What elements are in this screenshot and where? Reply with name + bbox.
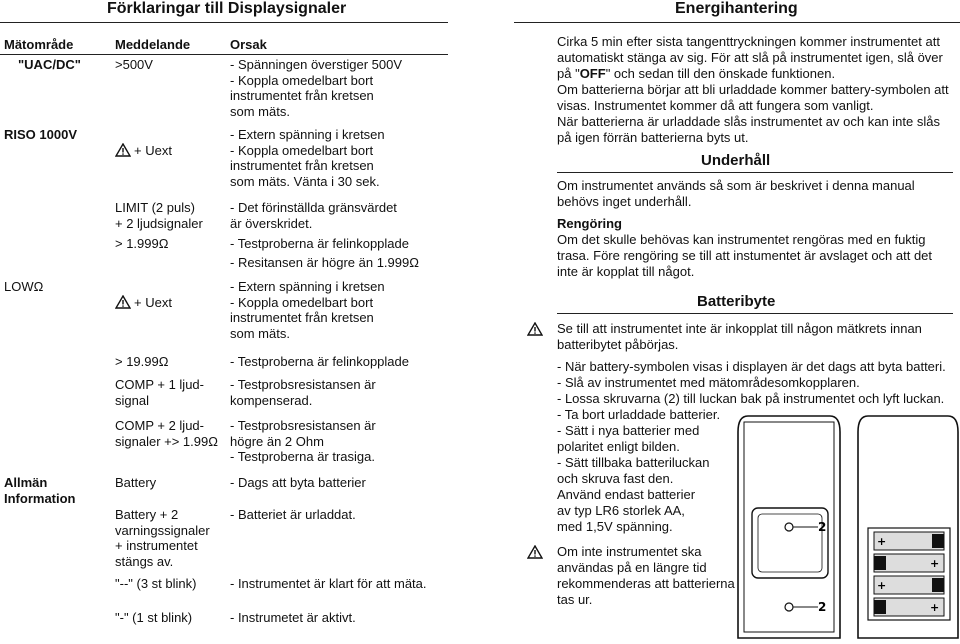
message-blink-1: "-" (1 st blink) [115,610,193,625]
battery-terminal [932,578,944,592]
col-header-message: Meddelande [115,37,191,52]
cause-active: - Instrumetet är aktivt. [230,610,356,625]
screw-top [785,523,793,531]
message-comp-2: COMP + 2 ljud- signaler +> 1.99Ω [115,418,218,449]
cause-over-500v: - Spänningen överstiger 500V - Koppla omedelbart bort instrumentet från kretsen som mäts. [230,57,403,119]
right-title-rule [514,22,960,23]
message-over-1999: > 1.999Ω [115,236,169,251]
off-label: OFF [579,66,606,81]
cause-probes-wrong-2: - Testproberna är felinkopplade [230,354,409,369]
maintenance-paragraph: Om instrumentet används så som är beskrivet i denna manual behövs inget underhåll. [557,178,915,209]
cause-ready: - Instrumentet är klart för att mäta. [230,576,427,591]
cause-riso-uext: - Extern spänning i kretsen - Koppla omedelbart bort instrumentet från kretsen som mäts. Vänta i 30 sek. [230,127,385,189]
range-general-info: Allmän Information [4,475,76,506]
message-blink-3: "--" (3 st blink) [115,576,197,591]
battery-change-title: Batteribyte [697,293,776,310]
battery-terminal [932,534,944,548]
cause-comp-1: - Testprobsresistansen är kompenserad. [230,377,376,408]
cause-limit: - Det förinställda gränsvärdet är överskridet. [230,200,397,231]
energy-paragraph-1: Cirka 5 min efter sista tangenttryckningen kommer instrumentet att automatiskt stänga av sig. För att slå på instrumentet igen, slå över [557,34,943,65]
battery-steps-narrow: - Ta bort urladdade batterier. - Sätt i nya batterier med polaritet enligt bilden. - Sätt tillbaka batteriluckan och skruva fast den. Använd endast batterier av typ LR6 storlek AA, med 1,5V spänning. [557,407,721,534]
message-limit: LIMIT (2 puls) + 2 ljudsignaler [115,200,203,231]
screw-label-bottom: 2 [818,600,827,614]
cause-resistance-high: - Resitansen är högre än 1.999Ω [230,255,419,270]
screw-label-top: 2 [818,520,827,534]
range-lowohm: LOWΩ [4,279,44,294]
screw-bottom [785,603,793,611]
plus-sign: + [877,579,887,592]
battery-terminal [874,556,886,570]
maintenance-title: Underhåll [701,152,771,169]
battery-steps-wide: - När battery-symbolen visas i displayen är det dags att byta batteri. - Slå av instrumentet med mätområdesomkopplaren. - Lossa skruvarna (2) till luckan bak på instrumentet och lyft luckan. [557,359,946,406]
cause-battery: - Dags att byta batterier [230,475,366,490]
message-comp-1: COMP + 1 ljud- signal [115,377,204,408]
plus-sign: + [930,601,940,614]
energy-paragraph-off-line [557,66,835,82]
battery-terminal [874,600,886,614]
battery-warning-storage: Om inte instrumentet ska användas på en längre tid rekommenderas att batterierna tas ur. [557,544,735,607]
cleaning-paragraph: Om det skulle behövas kan instrumentet rengöras med en fuktig trasa. Före rengöring se till att instumentet är avslaget och att det inte är kopplat till något. [557,232,933,279]
energy-off-post: " och sedan till den önskade funktionen. [605,66,836,81]
cause-comp-2: - Testprobsresistansen är högre än 2 Ohm - Testproberna är trasiga. [230,418,376,465]
message-over-1999-low: > 19.99Ω [115,354,169,369]
energy-off-pre: på " [557,66,580,81]
warning-icon [527,545,543,559]
warning-icon [115,295,131,309]
cause-low-uext: - Extern spänning i kretsen - Koppla omedelbart bort instrumentet från kretsen som mäts. [230,279,385,341]
cause-probes-wrong-1: - Testproberna är felinkopplade [230,236,409,251]
message-battery: Battery [115,475,157,490]
message-battery-2: Battery + 2 varningssignaler + instrumentet stängs av. [115,507,210,569]
message-riso-uext [115,127,172,158]
message-low-uext [115,279,172,310]
plus-sign: + [930,557,940,570]
message-low-uext-label: + Uext [134,294,172,310]
plus-sign: + [877,535,887,548]
warning-icon [115,143,131,157]
battery-compartment-figure [718,410,960,644]
battery-warning: Se till att instrumentet inte är inkopplat till någon mätkrets innan batteribytet påbörjas. [557,321,922,352]
message-over-500v: >500V [115,57,153,72]
header-rule [0,54,448,55]
range-uacdc: "UAC/DC" [18,57,81,72]
range-riso: RISO 1000V [4,127,77,142]
col-header-cause: Orsak [230,37,267,52]
left-section-title: Förklaringar till Displaysignaler [107,0,347,17]
battery-change-rule [557,313,953,314]
message-riso-uext-label: + Uext [134,142,172,158]
cause-battery-empty: - Batteriet är urladdat. [230,507,356,522]
warning-icon [527,322,543,336]
cleaning-title: Rengöring [557,216,622,231]
maintenance-rule [557,172,953,173]
right-section-title: Energihantering [675,0,798,17]
col-header-range: Mätområde [4,37,74,52]
energy-paragraph-2: Om batterierna börjar att bli urladdade kommer battery-symbolen att visas. Instrumentet kommer då att fungera som vanligt. När batterierna är urladdade slås instrumentet av och kan inte slås på igen förrän batterierna byts ut. [557,82,949,145]
left-title-rule [0,22,448,23]
